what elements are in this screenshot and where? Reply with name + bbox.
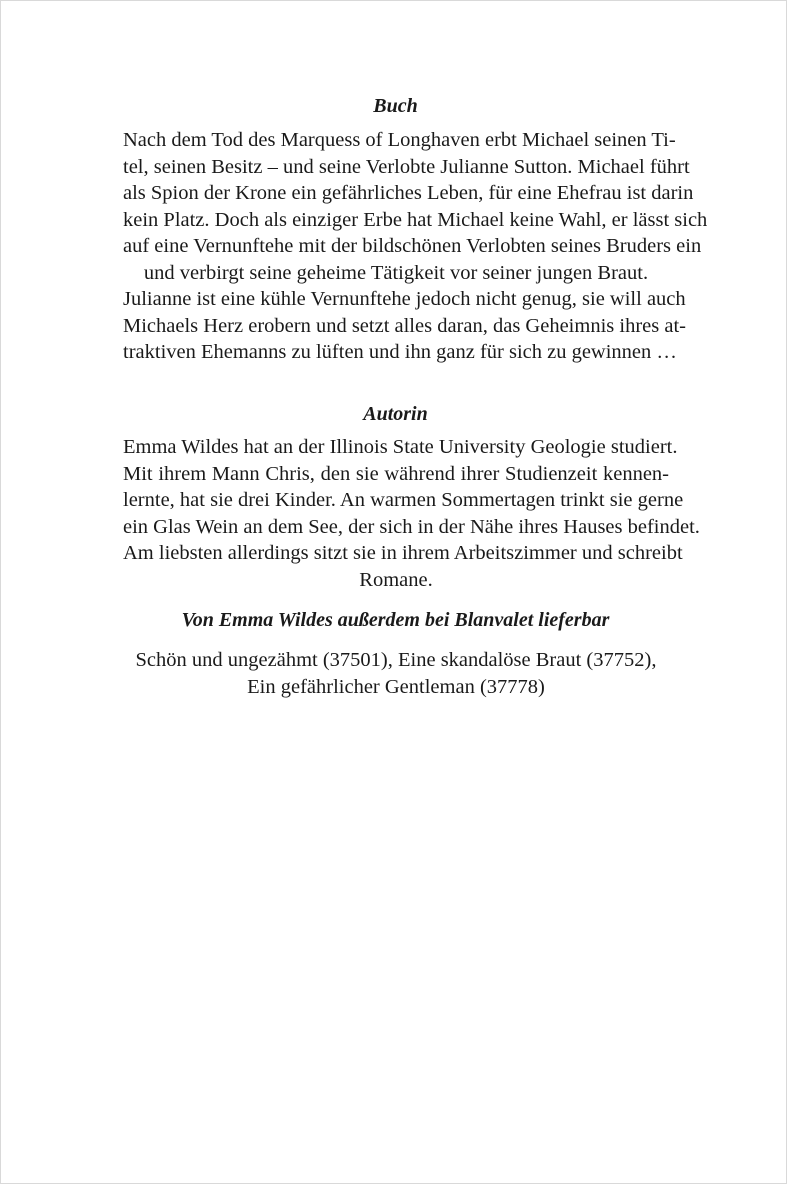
buch-heading: Buch	[373, 95, 418, 117]
autorin-line-5: Am liebsten allerdings sitzt sie in ihrem Arbeitszimmer und schreibt	[123, 542, 683, 564]
buch-paragraph	[123, 127, 708, 366]
also-available-line-1: Schön und ungezähmt (37501), Eine skandalöse Braut (37752),	[135, 649, 657, 671]
buch-line-2: tel, seinen Besitz – und seine Verlobte Julianne Sutton. Michael führt	[123, 155, 690, 178]
buch-line-5: auf eine Vernunftehe mit der bildschönen Verlobten seines Bruders ein	[123, 235, 702, 257]
buch-line-1: Nach dem Tod des Marquess of Longhaven erbt Michael seinen Ti-	[123, 129, 676, 151]
also-available-heading: Von Emma Wildes außerdem bei Blanvalet lieferbar	[181, 609, 610, 631]
also-available-line-2: Ein gefährlicher Gentleman (37778)	[247, 675, 545, 698]
autorin-line-1: Emma Wildes hat an der Illinois State University Geologie studiert.	[123, 436, 678, 458]
buch-line-8: Michaels Herz erobern und setzt alles daran, das Geheimnis ihres at-	[123, 314, 686, 337]
also-available-paragraph	[123, 647, 669, 700]
autorin-paragraph	[123, 434, 700, 593]
buch-line-3: als Spion der Krone ein gefährliches Leben, für eine Ehefrau ist darin	[123, 182, 694, 204]
autorin-line-6: Romane.	[359, 568, 433, 591]
autorin-heading: Autorin	[363, 403, 428, 425]
autorin-line-3: lernte, hat sie drei Kinder. An warmen Sommertagen trinkt sie gerne	[123, 489, 684, 511]
buch-line-9: traktiven Ehemanns zu lüften und ihn ganz für sich zu gewinnen …	[123, 341, 677, 363]
buch-line-6: und verbirgt seine geheime Tätigkeit vor seiner jungen Braut.	[143, 261, 649, 284]
buch-line-7: Julianne ist eine kühle Vernunftehe jedoch nicht genug, sie will auch	[123, 288, 686, 310]
autorin-line-2: Mit ihrem Mann Chris, den sie während ihrer Studienzeit kennen-	[123, 462, 669, 485]
autorin-line-4: ein Glas Wein an dem See, der sich in der Nähe ihres Hauses befindet.	[123, 515, 700, 538]
buch-line-4: kein Platz. Doch als einziger Erbe hat Michael keine Wahl, er lässt sich	[123, 208, 708, 231]
